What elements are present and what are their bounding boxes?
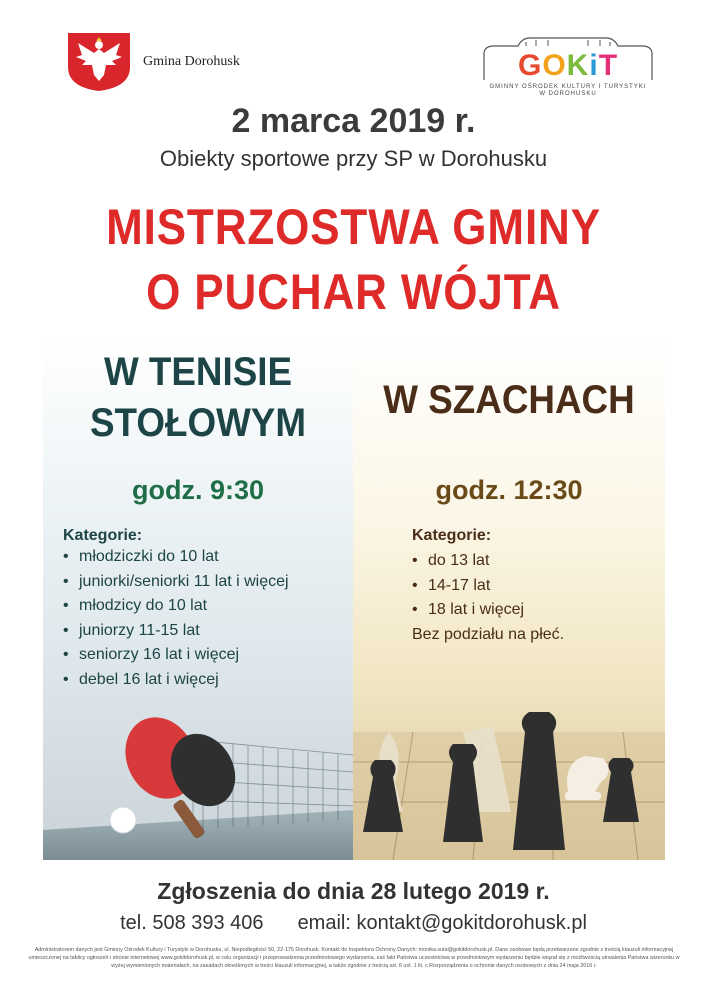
event-date: 2 marca 2019 r. xyxy=(231,102,476,140)
chess-heading: W SZACHACH xyxy=(383,378,635,422)
gokit-subtitle-line-2: W DOROHUSKU xyxy=(539,91,597,97)
list-item: • seniorzy 16 lat i więcej xyxy=(63,646,240,663)
table-tennis-categories-label: Kategorie: xyxy=(63,527,143,544)
category-label: 14-17 lat xyxy=(428,576,491,594)
list-item: • juniorzy 11-15 lat xyxy=(63,621,200,639)
category-label: młodziczki do 10 lat xyxy=(79,548,219,565)
email-address: email: kontakt@gokitdorohusk.pl xyxy=(297,912,587,934)
list-item: • 18 lat i więcej xyxy=(412,601,525,618)
list-item: • debel 16 lat i więcej xyxy=(63,670,219,688)
gokit-subtitle-line-1: GMINNY OŚRODEK KULTURY I TURYSTYKI xyxy=(489,84,647,90)
category-label: juniorki/seniorki 11 lat i więcej xyxy=(79,572,289,590)
table-tennis-category-list xyxy=(63,545,289,692)
gokit-logo xyxy=(478,36,658,102)
phone-number: tel. 508 393 406 xyxy=(120,912,264,934)
municipality-name: Gmina Dorohusk xyxy=(143,54,240,69)
ping-pong-paddle-icon xyxy=(43,680,353,860)
event-title-line-2: O PUCHAR WÓJTA xyxy=(146,264,561,320)
event-title-line-1: MISTRZOSTWA GMINY xyxy=(106,199,601,255)
table-tennis-heading-line-1: W TENISIE xyxy=(103,350,293,394)
gdpr-notice: Administratorem danych jest Gminny Ośrodek Kultury i Turystyki w Dorohusku, ul. Niepodległości 50, 22-175 Dorohusk. Kontakt do Inspektora Ochrony Danych: monika.suta@gokitdorohusk.pl. Dane osobowe będą przetwarzane zgodnie z treścią klauzuli informacyjnej umieszczonej na tablicy ogłoszeń i stronie internetowej www.gokitdorohusk.pl, w celu organizacji i przeprowadzenia przedmiotowego wydarzenia, zaś fakt Państwa uczestnictwa w przedmiotowym wydarzeniu będzie wiązał się z możliwością utrwalenia Państwa wizerunku w wyżej wymienionych materiałach, na zasadach określonych w treści klauzuli informacyjnej, a także zgodnie z treścią art. 6 ust. 1 lit. c Rozporządzenia o ochronie danych osobowych z dnia 24 maja 2016 r. xyxy=(28,947,680,969)
table-tennis-time: godz. 9:30 xyxy=(131,475,265,505)
list-item: • do 13 lat xyxy=(412,552,490,569)
chess-pieces-icon xyxy=(353,672,665,860)
contact-info xyxy=(0,912,707,935)
coat-of-arms-icon xyxy=(66,31,132,93)
registration-deadline: Zgłoszenia do dnia 28 lutego 2019 r. xyxy=(157,878,550,904)
category-label: juniorzy 11-15 lat xyxy=(79,621,200,639)
category-label: seniorzy 16 lat i więcej xyxy=(79,646,240,663)
chess-category-list xyxy=(412,549,524,623)
event-venue: Obiekty sportowe przy SP w Dorohusku xyxy=(159,146,548,171)
list-item: • 14-17 lat xyxy=(412,576,491,594)
category-label: 18 lat i więcej xyxy=(428,601,525,618)
table-tennis-heading-line-2: STOŁOWYM xyxy=(89,401,307,445)
list-item: • młodzicy do 10 lat xyxy=(63,597,208,614)
list-item: • młodziczki do 10 lat xyxy=(63,548,219,565)
gokit-wordmark: GOKiT xyxy=(517,49,619,82)
chess-categories-label: Kategorie: xyxy=(412,527,492,544)
category-label: debel 16 lat i więcej xyxy=(79,670,219,688)
list-item: • juniorki/seniorki 11 lat i więcej xyxy=(63,572,289,590)
category-label: młodzicy do 10 lat xyxy=(79,597,208,614)
chess-gender-note: Bez podziału na płeć. xyxy=(412,626,565,643)
chess-time: godz. 12:30 xyxy=(435,475,583,505)
category-label: do 13 lat xyxy=(428,552,490,569)
gokit-subtitle xyxy=(478,84,658,98)
